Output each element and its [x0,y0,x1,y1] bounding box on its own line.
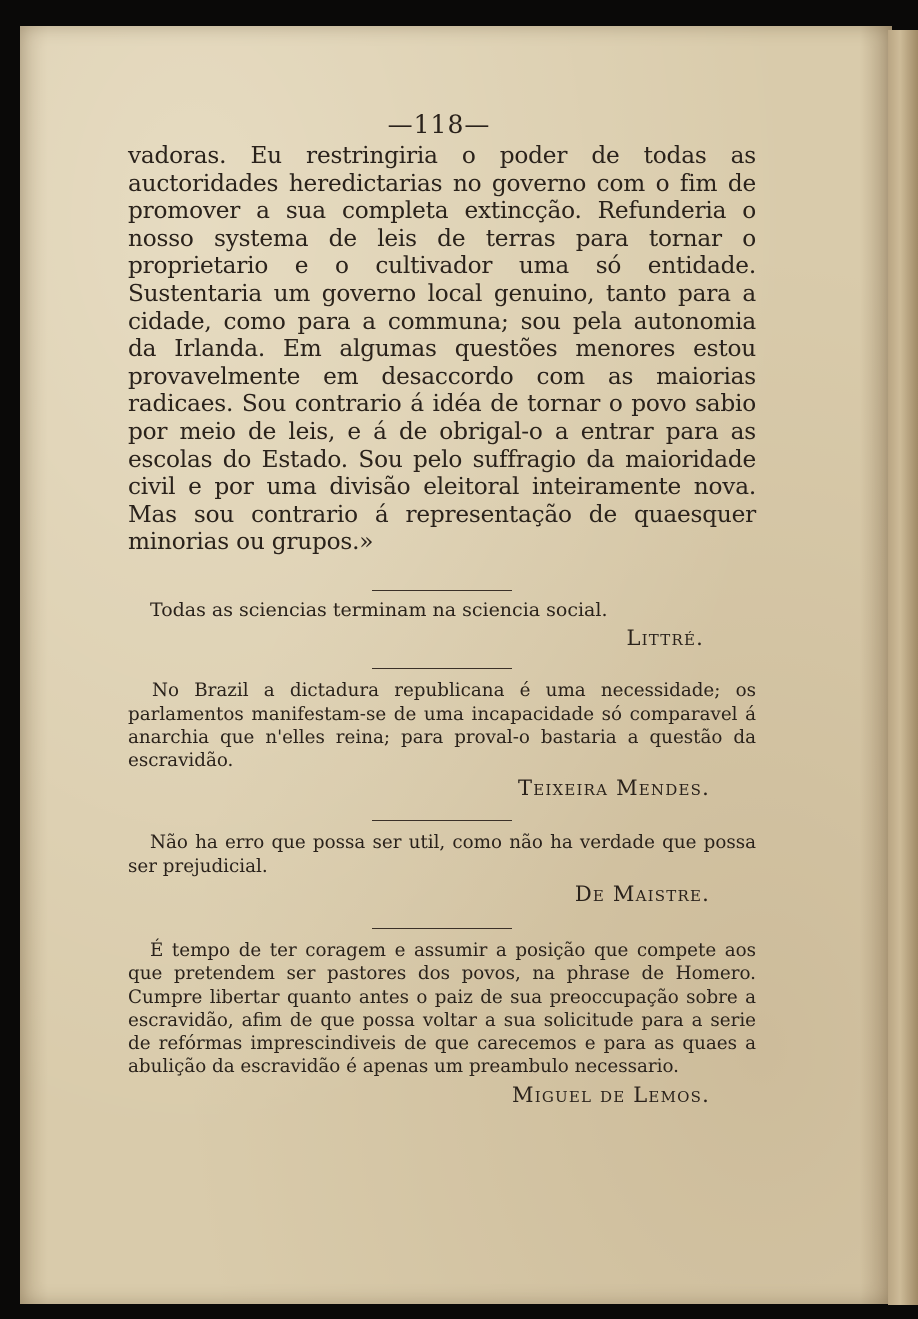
quote-author: De Maistre. [574,881,710,906]
quote-author: Miguel de Lemos. [512,1082,710,1107]
quote-text: Não ha erro que possa ser util, como não ha verdade que possa ser prejudicial. [128,832,756,877]
page-number: —118— [387,110,491,139]
quote-text: Todas as sciencias terminam na sciencia social. [150,598,608,621]
main-paragraph: vadoras. Eu restringiria o poder de todas as auctoridades heredictarias no governo com o fim de promover a sua completa extincção. Refunderia o nosso systema de leis de terras para tornar o proprietario e o cultivador uma só entidade. Sustentaria um governo local genuino, tanto para a cidade, como para a communa; sou pela autonomia da Irlanda. Em algumas questões menores estou provavelmente em desaccordo com as maiorias radicaes. Sou contrario á idéa de tornar o povo sabio por meio de leis, e á de obrigal-o a entrar para as escolas do Estado. Sou pelo suffragio da maioridade civil e por uma divisão eleitoral inteiramente nova. Mas sou contrario á representação de quaesquer minorias ou grupos.» [128,142,756,556]
quote-author: Teixeira Mendes. [518,776,710,801]
page-edge [888,30,918,1305]
quote-text: É tempo de ter coragem e assumir a posição que compete aos que pretendem ser pastores dos povos, na phrase de Homero. Cumpre libertar quanto antes o paiz de sua preoccupação sobre a escravidão, afim de que possa voltar a sua solicitude para a serie de refórmas imprescindiveis de que carecemos e para as quaes a abulição da escravidão é apenas um preambulo necessario. [128,939,756,1078]
quote-author: Littré. [626,626,704,651]
quote-text: No Brazil a dictadura republicana é uma necessidade; os parlamentos manifestam-se de uma incapacidade só comparavel á anarchia que n'elles reina; para proval-o bastaria a questão da escravidão. [128,680,756,772]
page-content [128,108,756,1107]
